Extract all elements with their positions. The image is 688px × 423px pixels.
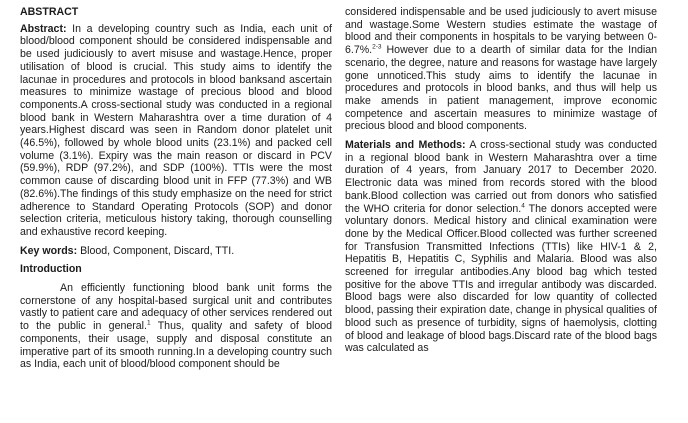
two-column-layout [20, 6, 678, 371]
introduction-paragraph [20, 282, 332, 371]
abstract-text: In a developing country such as India, each unit of blood/blood component should be considered indispensable and be used judiciously to avert misuse and wastage.Hence, proper utilisation of blood is crucial. This study aims to identify the lacunae in procedures and protocols in blood banksand ascertain measures to minimize wastage of precious blood and blood components.A cross-sectional study was conducted in a regional blood bank in Western Maharashtra over a time duration of 4 years.Highest discard was seen in Random donor platelet unit (46.5%), followed by whole blood units (23.1%) and packed cell volume (3.1%). Expiry was the main reason or discard in PCV (59.9%), RDP (97.2%), and SDP (100%). TTIs were the most common cause of discarding blood unit in FFP (77.3%) and WB (82.6%).The findings of this study emphasize on the need for strict adherence to Standard Operating Protocols (SOP) and donor selection criteria, meticulous history taking, thorough counselling and exhaustive record keeping. [20, 22, 332, 238]
methods-text-2: The donors accepted were voluntary donors. Medical history and clinical examination were done by the Medical Officer.Blood collected was further screened for Transfusion Transmitted Infections (TTIs) like HIV-1 & 2, Hepatitis B, Hepatitis C, Syphilis and Malaria. Blood was also screened for irregular antibodies.Any blood bag which tested positive for the above TTIs and irregular antibody was discarded. Blood bags were also discarded for low quantity of collected blood, passing their expiration date, change in physical qualities of blood such as presence of turbidity, signs of haemolysis, clotting of blood and leakage of blood bags.Discard rate of the blood bags was calculated as [345, 202, 657, 355]
abstract-paragraph [20, 23, 332, 239]
left-column [20, 6, 332, 371]
methods-paragraph [345, 139, 657, 355]
methods-text-1: A cross-sectional study was conducted in a regional blood bank in Western Maharashtra over a time duration of 4 years, from January 2017 to December 2020. Electronic data was mined from records stored with the blood bank.Blood collection was carried out from donors who satisfied the WHO criteria for donor selection. [345, 139, 657, 215]
keywords-paragraph [20, 245, 332, 258]
para1-text-2: However due to a dearth of similar data for the Indian scenario, the degree, nature and reasons for wastage have largely gone unnoticed.This study aims to identify the lacunae in procedures and protocols in blood banks, and thus will help us make amends in patient management, improve economic competence and ascertain measures to minimize wastage of precious blood and blood components. [345, 44, 657, 133]
para1-text-1: considered indispensable and be used judiciously to avert misuse and wastage.Some Western studies estimate the wastage of blood and their components in hospitals to be varying between 0-6.7%. [345, 6, 657, 57]
continued-introduction-paragraph [345, 6, 657, 133]
right-column [345, 6, 657, 371]
abstract-heading: ABSTRACT [20, 6, 79, 18]
keywords-label: Key words: [20, 244, 78, 257]
introduction-heading: Introduction [20, 263, 82, 276]
methods-label: Materials and Methods: [345, 139, 466, 152]
citation-ref: 1 [146, 319, 151, 327]
citation-ref: 2-3 [372, 43, 382, 51]
intro-text-2: Thus, quality and safety of blood components, their usage, supply and disposal constitute an imperative part of its smooth running.In a developing country such as India, each unit of blood/blood component should be [20, 320, 333, 371]
abstract-label: Abstract: [20, 22, 67, 35]
citation-ref: 4 [521, 202, 525, 210]
keywords-text: Blood, Component, Discard, TTI. [80, 244, 235, 257]
intro-text-1: An efficiently functioning blood bank unit forms the cornerstone of any hospital-based surgical unit and contributes vastly to patient care and adequacy of other services rendered out to the public in general. [20, 282, 332, 333]
